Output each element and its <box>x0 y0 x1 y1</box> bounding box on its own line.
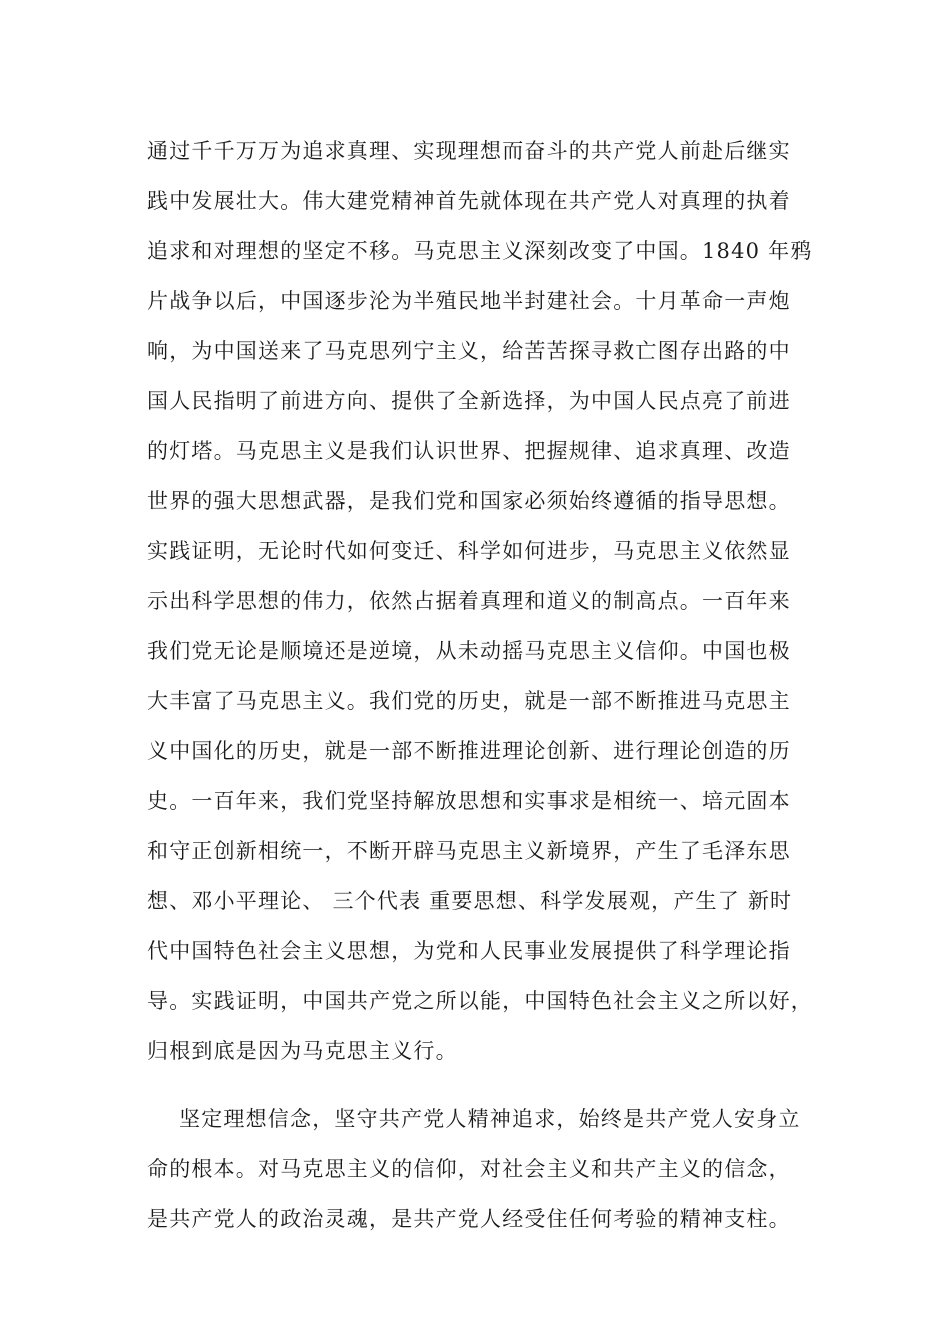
text-line: 和守正创新相统一，不断开辟马克思主义新境界，产生了毛泽东思 <box>147 839 791 863</box>
text-line: 想、邓小平理论、 三个代表 重要思想、科学发展观，产生了 新时 <box>147 889 793 913</box>
text-line: 实践证明，无论时代如何变迁、科学如何进步，马克思主义依然显 <box>147 539 791 563</box>
text-line: 史。一百年来，我们党坚持解放思想和实事求是相统一、培元固本 <box>147 789 791 813</box>
text-line: 义中国化的历史，就是一部不断推进理论创新、进行理论创造的历 <box>147 739 791 763</box>
text-line: 片战争以后，中国逐步沦为半殖民地半封建社会。十月革命一声炮 <box>147 289 791 313</box>
text-line: 示出科学思想的伟力，依然占据着真理和道义的制高点。一百年来 <box>147 589 791 613</box>
text-line: 践中发展壮大。伟大建党精神首先就体现在共产党人对真理的执着 <box>147 189 791 213</box>
text-line: 导。实践证明，中国共产党之所以能，中国特色社会主义之所以好， <box>147 989 813 1013</box>
text-line: 国人民指明了前进方向、提供了全新选择，为中国人民点亮了前进 <box>147 389 791 413</box>
text-line: 归根到底是因为马克思主义行。 <box>147 1039 458 1063</box>
text-line: 坚定理想信念，坚守共产党人精神追求，始终是共产党人安身立 <box>179 1107 801 1131</box>
text-line: 我们党无论是顺境还是逆境，从未动摇马克思主义信仰。中国也极 <box>147 639 791 663</box>
text-line: 命的根本。对马克思主义的信仰，对社会主义和共产主义的信念， <box>147 1157 791 1181</box>
text-line: 世界的强大思想武器，是我们党和国家必须始终遵循的指导思想。 <box>147 489 791 513</box>
text-line: 是共产党人的政治灵魂，是共产党人经受住任何考验的精神支柱。 <box>147 1207 791 1231</box>
body-text <box>147 126 817 1244</box>
paragraph-1 <box>147 126 817 1076</box>
text-line: 通过千千万万为追求真理、实现理想而奋斗的共产党人前赴后继实 <box>147 139 791 163</box>
paragraph-gap <box>147 1076 817 1094</box>
text-line: 大丰富了马克思主义。我们党的历史，就是一部不断推进马克思主 <box>147 689 791 713</box>
text-line: 追求和对理想的坚定不移。马克思主义深刻改变了中国。1840 年鸦 <box>147 239 813 263</box>
text-line: 代中国特色社会主义思想，为党和人民事业发展提供了科学理论指 <box>147 939 791 963</box>
paragraph-2 <box>147 1094 817 1244</box>
text-line: 响，为中国送来了马克思列宁主义，给苦苦探寻救亡图存出路的中 <box>147 339 791 363</box>
text-line: 的灯塔。马克思主义是我们认识世界、把握规律、追求真理、改造 <box>147 439 791 463</box>
